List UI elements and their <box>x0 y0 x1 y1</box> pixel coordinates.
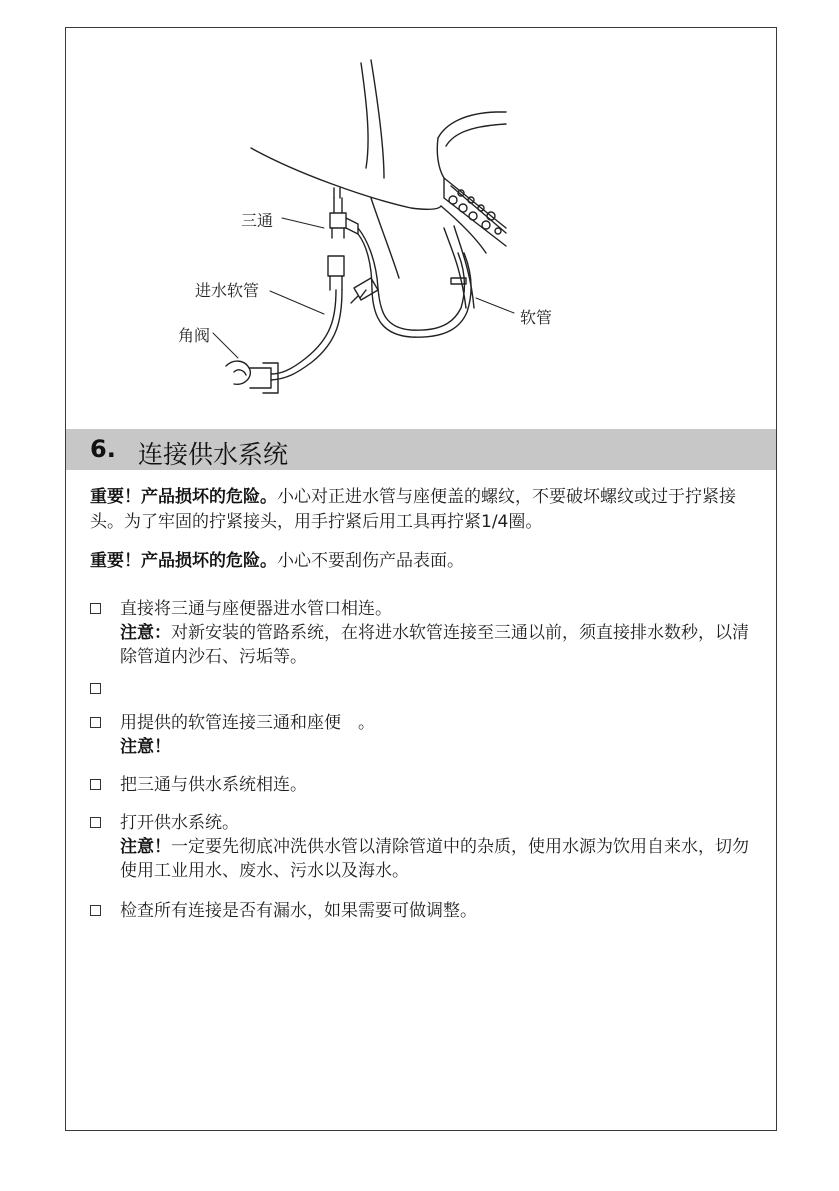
step-item <box>90 711 762 759</box>
page-frame <box>65 27 777 1131</box>
warning-paragraph <box>90 549 762 574</box>
step-item <box>90 773 762 797</box>
step-item <box>90 811 762 883</box>
step-text: 直接将三通与座便器进水管口相连。 <box>120 599 392 619</box>
step-item <box>90 899 762 923</box>
toilet-seat-plumbing-diagram <box>66 28 776 428</box>
warning-paragraph <box>90 485 762 535</box>
callout-inlet-hose: 进水软管 <box>195 281 260 300</box>
warning-lead: 重要！产品损坏的危险。 <box>90 551 277 571</box>
section-title: 连接供水系统 <box>138 440 289 469</box>
checkbox-icon <box>90 717 101 728</box>
checkbox-icon <box>90 603 101 614</box>
checkbox-icon <box>90 817 101 828</box>
checkbox-icon <box>90 905 101 916</box>
warning-text: 小心不要刮伤产品表面。 <box>277 551 464 571</box>
warning-lead: 重要！产品损坏的危险。 <box>90 487 277 507</box>
checkbox-icon <box>90 683 101 694</box>
note-text: 一定要先彻底冲洗供水管以清除管道中的杂质，使用水源为饮用自来水，切勿使用工业用水、废水、污水以及海水。 <box>120 837 749 881</box>
step-text: 把三通与供水系统相连。 <box>120 775 307 795</box>
installation-illustration <box>66 28 776 428</box>
checkbox-icon <box>90 779 101 790</box>
callout-angle-valve: 角阀 <box>178 326 211 345</box>
callout-tee: 三通 <box>241 211 274 230</box>
step-text: 用提供的软管连接三通和座便 。 <box>120 713 375 733</box>
note-label: 注意！ <box>120 837 171 857</box>
note-text: 对新安装的管路系统，在将进水软管连接至三通以前，须直接排水数秒，以清除管道内沙石、污垢等。 <box>120 623 749 667</box>
section-number: 6. <box>90 435 116 463</box>
step-text: 检查所有连接是否有漏水，如果需要可做调整。 <box>120 901 477 921</box>
step-text: 打开供水系统。 <box>120 813 239 833</box>
section-header <box>66 429 776 470</box>
warning-text: 小心对正进水管与座便盖的螺纹，不要破坏螺纹或过于拧紧接头。为了牢固的拧紧接头，用手拧紧后用工具再拧紧1/4圈。 <box>90 487 736 532</box>
note-label: 注意： <box>120 623 171 643</box>
note-label: 注意！ <box>120 737 171 757</box>
callout-hose: 软管 <box>520 308 553 327</box>
step-item <box>90 597 762 669</box>
